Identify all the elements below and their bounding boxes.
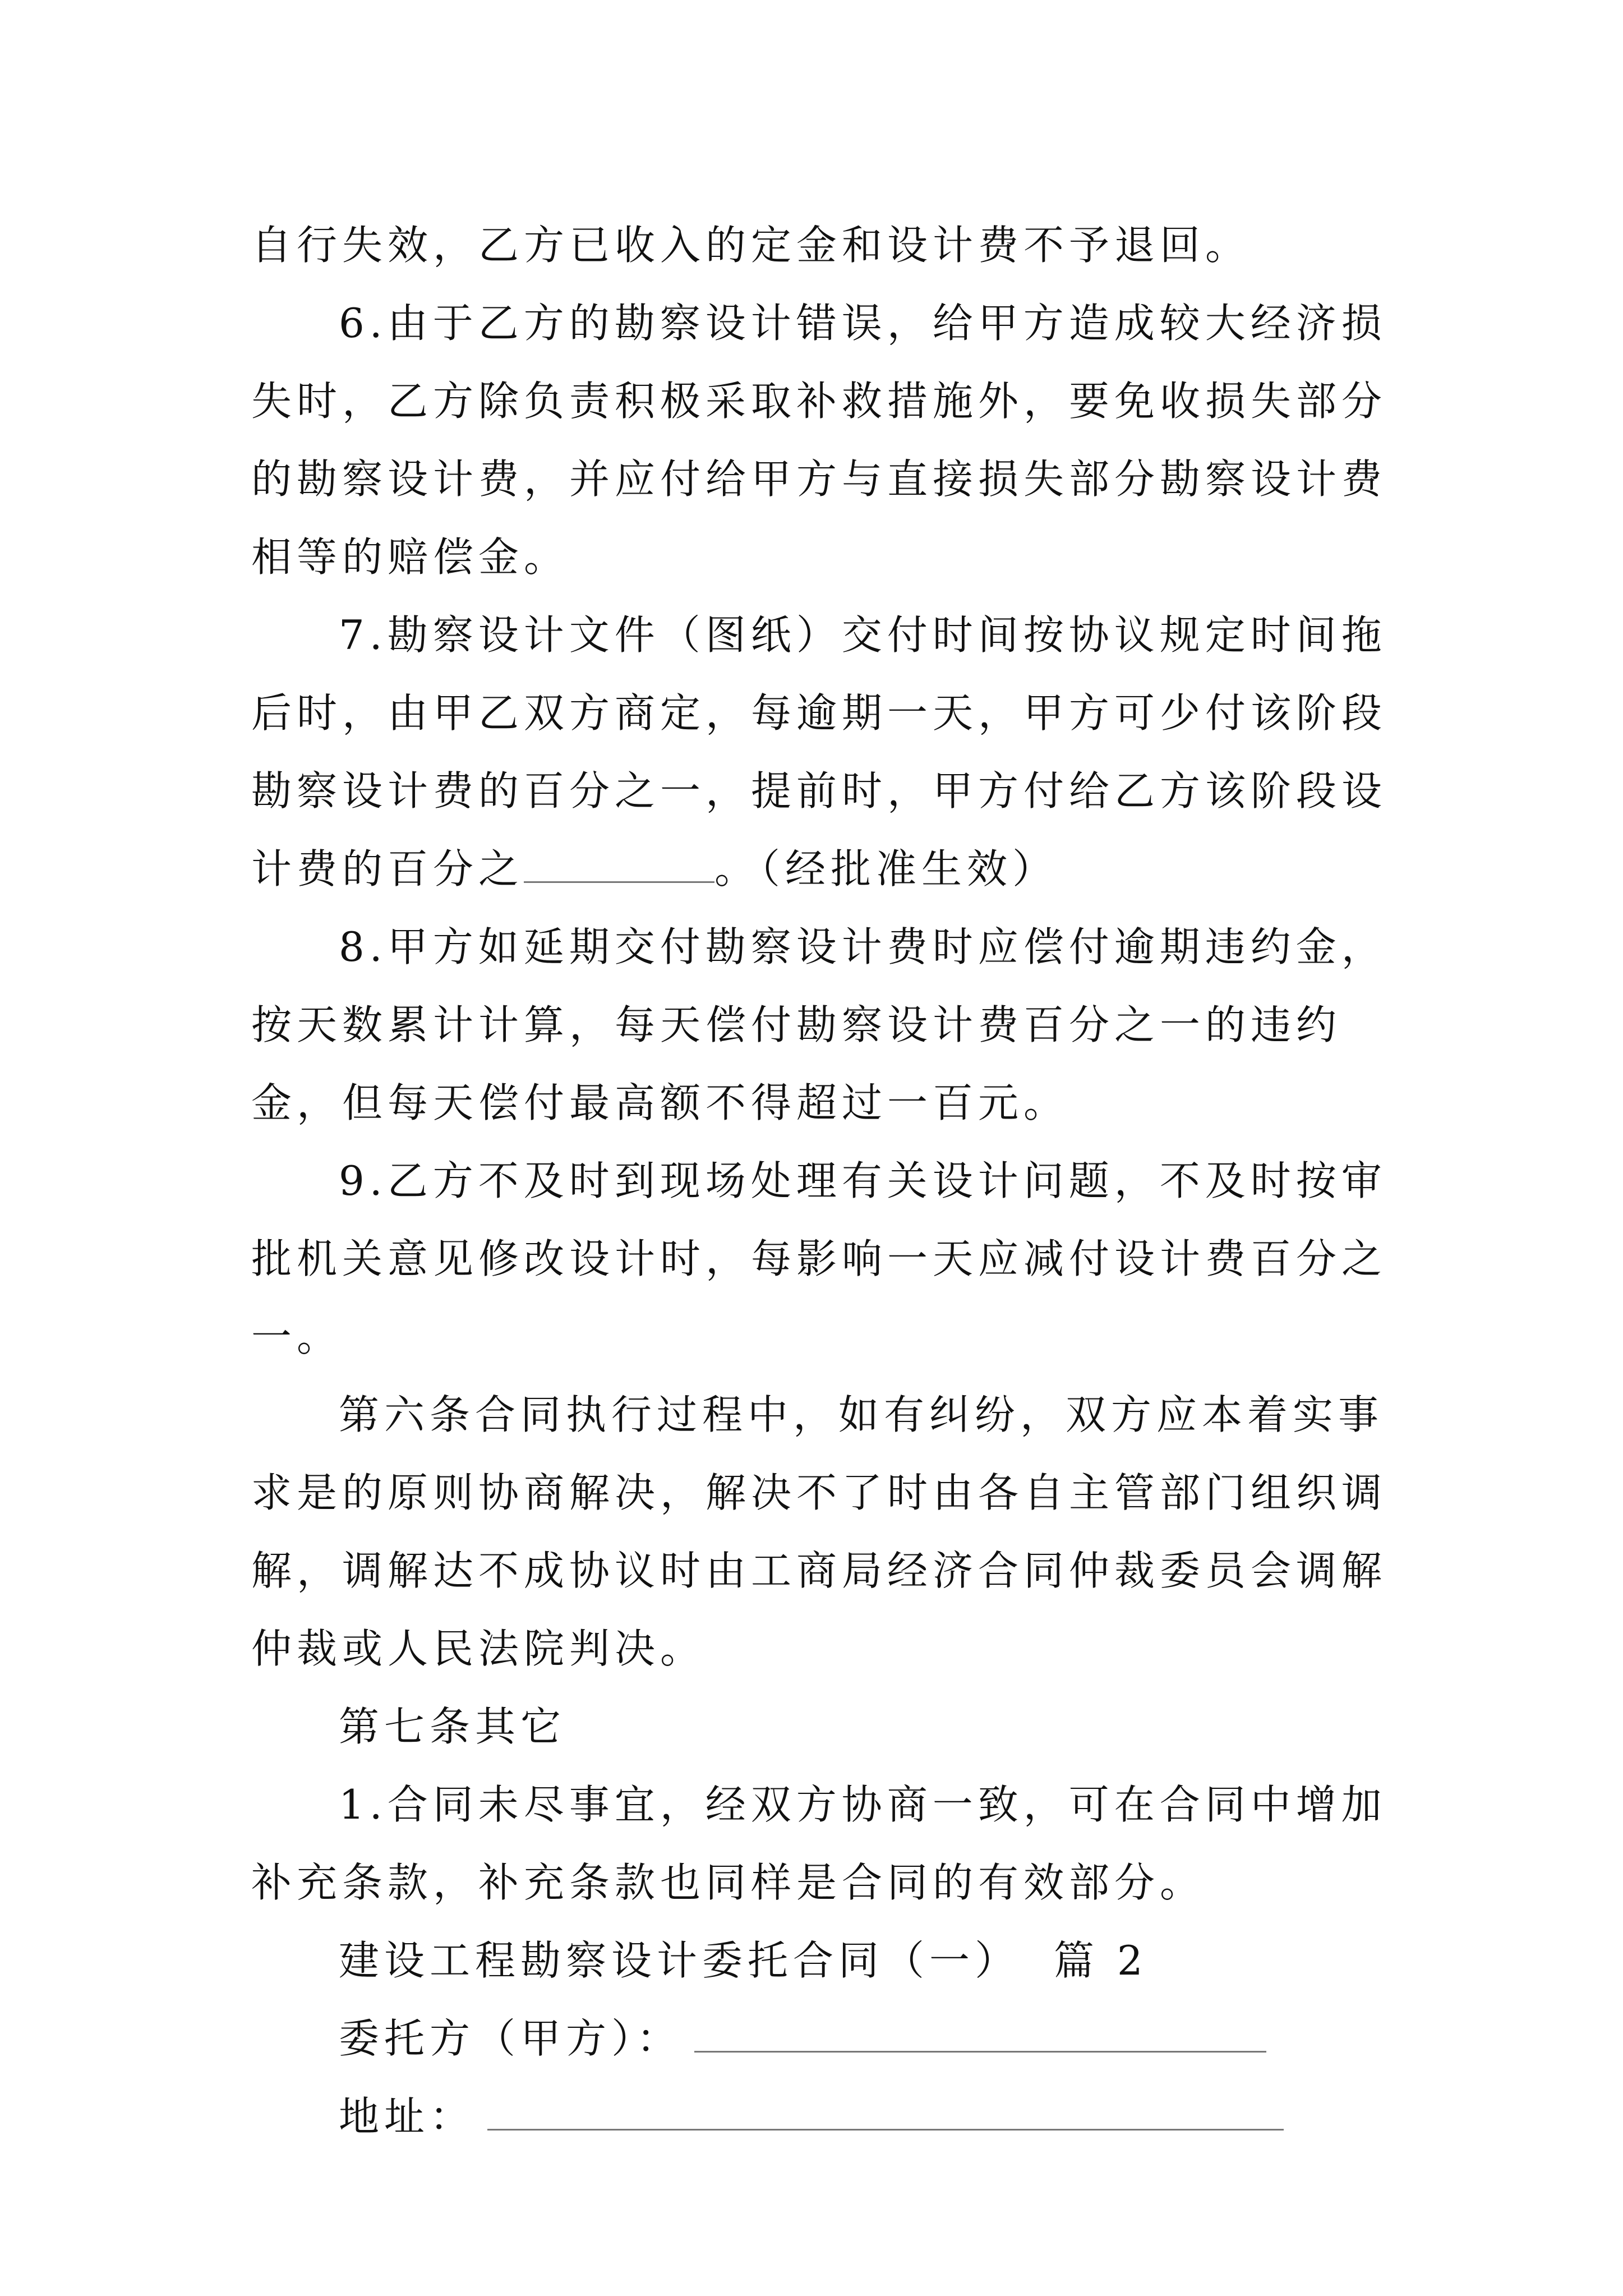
- fill-in-blank-percentage[interactable]: [524, 848, 714, 883]
- article-7-clause-1: 1.合同未尽事宜，经双方协商一致，可在合同中增加补充条款，补充条款也同样是合同的有效部分。: [251, 1781, 1387, 1906]
- client-field-line: [251, 2000, 1395, 2078]
- clause-7-suffix: 。（经批准生效）: [714, 845, 1058, 892]
- address-field-label: 地址：: [339, 2093, 476, 2140]
- clause-8-paragraph: 8.甲方如延期交付勘察设计费时应偿付逾期违约金，按天数累计计算，每天偿付勘察设计费百分之一的违约金，但每天偿付最高额不得超过一百元。: [251, 923, 1387, 1126]
- document-body: [251, 206, 1395, 2156]
- clause-9-paragraph: 9.乙方不及时到现场处理有关设计问题，不及时按审批机关意见修改设计时，每影响一天应减付设计费百分之一。: [251, 1157, 1387, 1360]
- paragraph-continuation: 自行失效，乙方已收入的定金和设计费不予退回。: [251, 222, 1251, 269]
- contract-title-line: [251, 1922, 1395, 2000]
- address-field-blank[interactable]: [487, 2095, 1284, 2131]
- part-label: 篇 2: [1054, 1937, 1148, 1984]
- contract-title: 建设工程勘察设计委托合同（一）: [339, 1937, 1021, 1984]
- article-7-heading: 第七条其它: [339, 1703, 566, 1750]
- clause-7-text: 7.勘察设计文件（图纸）交付时间按协议规定时间拖后时，由甲乙双方商定，每逾期一天，甲方可少付该阶段勘察设计费的百分之一，提前时，甲方付给乙方该阶段设计费的百分之: [251, 611, 1387, 892]
- client-field-label: 委托方（甲方）：: [339, 2015, 683, 2062]
- client-field-blank[interactable]: [694, 2017, 1266, 2053]
- clause-6-paragraph: 6.由于乙方的勘察设计错误，给甲方造成较大经济损失时，乙方除负责积极采取补救措施外，要免收损失部分的勘察设计费，并应付给甲方与直接损失部分勘察设计费相等的赔偿金。: [251, 300, 1387, 581]
- address-field-line: [251, 2078, 1395, 2156]
- clause-7-paragraph: [251, 596, 1395, 908]
- article-6-paragraph: 第六条合同执行过程中，如有纠纷，双方应本着实事求是的原则协商解决，解决不了时由各自主管部门组织调解，调解达不成协议时由工商局经济合同仲裁委员会调解仲裁或人民法院判决。: [251, 1391, 1387, 1672]
